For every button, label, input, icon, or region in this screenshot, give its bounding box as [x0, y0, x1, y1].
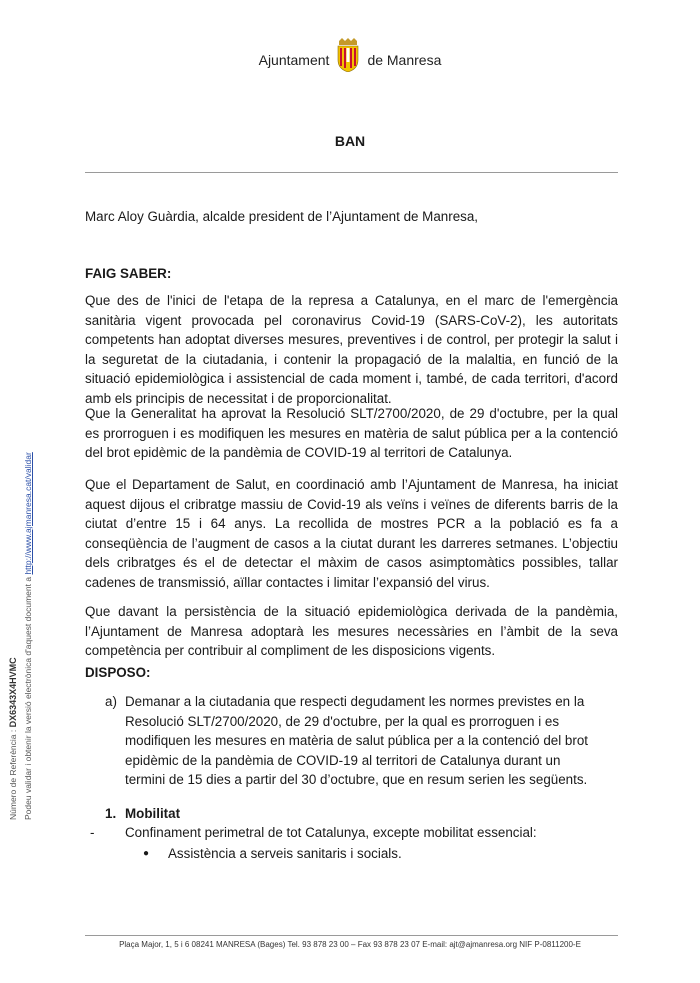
bullet-list-item — [143, 844, 402, 864]
document-title: BAN — [334, 133, 366, 149]
section-1-title: Mobilitat — [125, 806, 181, 821]
list-item-a-text: Demanar a la ciutadania que respecti degudament les normes previstes en la Resolució SLT/2700/2020, de 29 d'octubre, per la qual es prorroguen i es modifiquen les mesures en matèria de salut pública per a la contenció del brot epidèmic de la pandèmia de COVID-19 al territori de Catalunya durant un termini de 15 dies a partir del 30 d’octubre, que en resum serien les següents. — [125, 694, 588, 787]
validate-text: Podeu validar i obtenir la versió electrònica d'aquest document a — [23, 576, 33, 820]
footer-address: Plaça Major, 1, 5 i 6 08241 MANRESA (Bages) Tel. 93 878 23 00 – Fax 93 878 23 07 E-mail: ajt@ajmanresa.org NIF P-0811200-E — [119, 940, 581, 949]
paragraph-1: Que des de l'inici de l'etapa de la represa a Catalunya, en el marc de l'emergència sanitària vigent provocada pel coronavirus Covid-19 (SARS-CoV-2), les autoritats competents han adoptat diverses mesures, preventives i de control, per protegir la salut i la seguretat de la ciutadania, i contenir la propagació de la malaltia, en funció de la situació epidemiològica i assistencial de cada moment i, també, de cada territori, d'acord amb els principis de necessitat i de proporcionalitat. — [85, 293, 618, 406]
letterhead — [0, 38, 700, 72]
dash-item-text: Confinament perimetral de tot Catalunya, excepte mobilitat essencial: — [125, 825, 537, 840]
manresa-coat-of-arms-icon — [335, 38, 361, 72]
validate-link[interactable]: http://www.ajmanresa.cat/validar — [23, 452, 33, 575]
disposo-heading: DISPOSO: — [85, 665, 151, 680]
letterhead-left-text: Ajuntament — [258, 52, 330, 68]
reference-label: Número de Referència : — [8, 729, 18, 820]
section-1-heading — [105, 804, 180, 824]
top-divider — [85, 172, 618, 173]
dash-marker: - — [90, 825, 95, 840]
bullet-item-text: Assistència a serveis sanitaris i socials. — [168, 846, 402, 861]
paragraph-2: Que la Generalitat ha aprovat la Resolució SLT/2700/2020, de 29 d'octubre, per la qual es prorroguen i es modifiquen les mesures en matèria de salut pública per a la contenció del brot epidèmic de la pandèmia de COVID-19 al territori de Catalunya. — [85, 406, 618, 460]
faig-saber-heading: FAIG SABER: — [85, 266, 172, 281]
reference-code: DX6343X4HVMC — [8, 657, 18, 728]
letterhead-right-text: de Manresa — [367, 52, 442, 68]
list-item-a — [105, 692, 618, 790]
list-marker-a: a) — [105, 694, 117, 709]
bullet-icon: ● — [143, 848, 150, 859]
intro-paragraph: Marc Aloy Guàrdia, alcalde president de l’Ajuntament de Manresa, — [85, 209, 479, 224]
paragraph-4: Que davant la persistència de la situació epidemiològica derivada de la pandèmia, l’Ajuntament de Manresa adoptarà les mesures necessàries en l’àmbit de la seva competència per contribuir al compliment de les disposicions vigents. — [85, 604, 618, 658]
side-margin-note — [4, 190, 33, 820]
paragraph-3: Que el Departament de Salut, en coordinació amb l’Ajuntament de Manresa, ha iniciat aquest dijous el cribratge massiu de Covid-19 als veïns i veïnes de diferents barris de la ciutat d’entre 15 i 64 anys. La recollida de mostres PCR a la població es fa a conseqüència de l’augment de casos a la ciutat durant les darreres setmanes. L’objectiu dels cribratges és el de detectar el màxim de casos asimptomàtics possibles, tallar cadenes de transmissió, aïllar contactes i limitar l’expansió del virus. — [85, 477, 618, 590]
dash-list-item — [90, 823, 537, 843]
bottom-divider — [85, 935, 618, 936]
section-1-number: 1. — [105, 806, 117, 821]
